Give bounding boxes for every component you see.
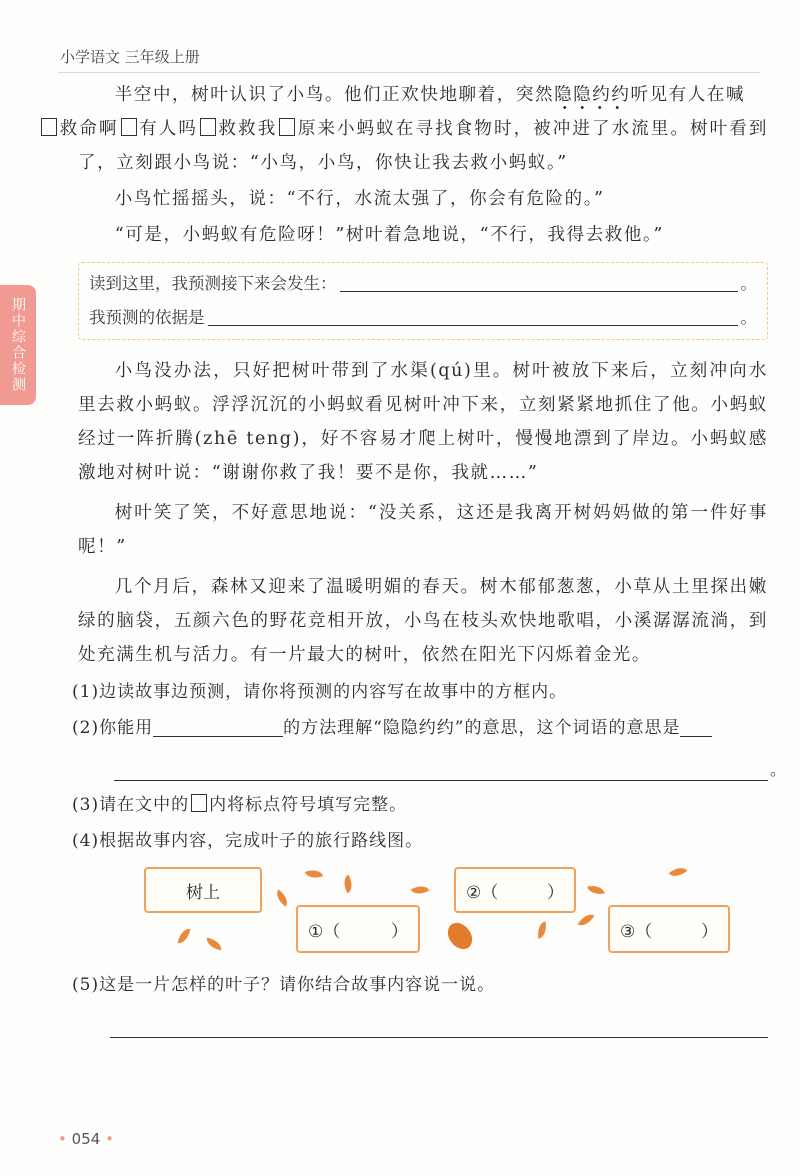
- question-1: (1)边读故事边预测，请你将预测的内容写在故事中的方框内。: [72, 682, 568, 702]
- prediction-row-1: 读到这里，我预测接下来会发生： 。: [89, 274, 757, 293]
- leaf-icon: [178, 927, 191, 944]
- punctuation-box[interactable]: [121, 118, 137, 136]
- punctuation-box[interactable]: [279, 118, 295, 136]
- reason-answer-line[interactable]: [208, 324, 738, 326]
- story-content: [59, 78, 786, 1038]
- section-tab-label: 期中综合检测: [10, 297, 26, 393]
- story-paragraph-6: 几个月后，森林又迎来了温暖明媚的春天。树木郁郁葱葱，小草从土里探出嫩绿的脑袋，五颜六色的野花竞相开放，小鸟在枝头欢快地歌唱，小溪潺潺流淌，到处充满生机与活力。有一片最大的树叶，依然在阳光下闪烁着金光。: [78, 577, 768, 665]
- story-paragraph-4: 小鸟没办法，只好把树叶带到了水渠(qú)里。树叶被放下来后，立刻冲向水里去救小蚂蚁。浮浮沉沉的小蚂蚁看见树叶冲下来，立刻紧紧地抓住了他。小蚂蚁经过一阵折腾(zhē teng)，好不容易才爬上树叶，慢慢地漂到了岸边。小蚂蚁感激地对树叶说：“谢谢你救了我！要不是你，我就……”: [78, 361, 768, 483]
- leaf-icon: [536, 921, 549, 938]
- route-start-box: 树上: [144, 867, 262, 913]
- question-2: (2)你能用 的方法理解“隐隐约约”的意思，这个词语的意思是: [72, 710, 768, 746]
- story-paragraph-3: “可是，小蚂蚁有危险呀！”树叶着急地说，“不行，我得去救他。”: [114, 225, 664, 245]
- punctuation-box[interactable]: [200, 118, 216, 136]
- header-divider: [58, 72, 760, 73]
- route-step-2-box[interactable]: ②（ ）: [454, 867, 576, 913]
- prediction-answer-line[interactable]: [340, 290, 738, 292]
- leaf-icon: [305, 867, 323, 882]
- section-tab: [0, 285, 36, 405]
- route-step-3-box[interactable]: ③（ ）: [608, 905, 730, 953]
- page-number: • 054 •: [58, 1130, 114, 1148]
- route-step-1-box[interactable]: ①（ ）: [296, 905, 420, 953]
- leaf-icon: [340, 875, 357, 894]
- punctuation-box[interactable]: [41, 118, 57, 136]
- leaf-icon: [669, 863, 688, 881]
- book-header: 小学语文 三年级上册: [60, 48, 200, 66]
- story-paragraph-5: 树叶笑了笑，不好意思地说：“没关系，这还是我离开树妈妈做的第一件好事呢！”: [78, 503, 768, 557]
- leaf-icon: [411, 882, 430, 899]
- prediction-box: [78, 262, 768, 340]
- method-blank[interactable]: [153, 720, 283, 737]
- leaf-icon: [273, 889, 292, 906]
- leaf-icon: [587, 884, 604, 897]
- leaf-icon: [578, 911, 595, 930]
- story-paragraph-2: 小鸟忙摇摇头，说：“不行，水流太强了，你会有危险的。”: [114, 189, 605, 209]
- punctuation-box-sample: [191, 794, 207, 812]
- prediction-row-2: 我预测的依据是 。: [89, 308, 757, 327]
- meaning-blank[interactable]: [680, 720, 712, 737]
- route-map: [78, 865, 768, 961]
- question-5: (5)这是一片怎样的叶子？请你结合故事内容说一说。: [72, 975, 496, 995]
- meaning-answer-line[interactable]: 。: [114, 746, 768, 781]
- maple-leaf-icon: [442, 919, 478, 953]
- leaf-icon: [205, 938, 222, 951]
- question-3: (3)请在文中的 内将标点符号填写完整。: [72, 795, 408, 815]
- q5-answer-line[interactable]: [110, 1009, 768, 1038]
- question-4: (4)根据故事内容，完成叶子的旅行路线图。: [72, 831, 424, 851]
- story-paragraph-1: 半空中，树叶认识了小鸟。他们正欢快地聊着，突然隐隐约约听见有人在喊 救命啊 有人吗 救救我 原来小蚂蚁在寻找食物时，被冲进了水流里。树叶看到了，立刻跟小鸟说：“小鸟，小鸟，你快让我去救小蚂蚁。”: [78, 78, 768, 180]
- emphasized-word: 隐隐约约: [554, 85, 631, 105]
